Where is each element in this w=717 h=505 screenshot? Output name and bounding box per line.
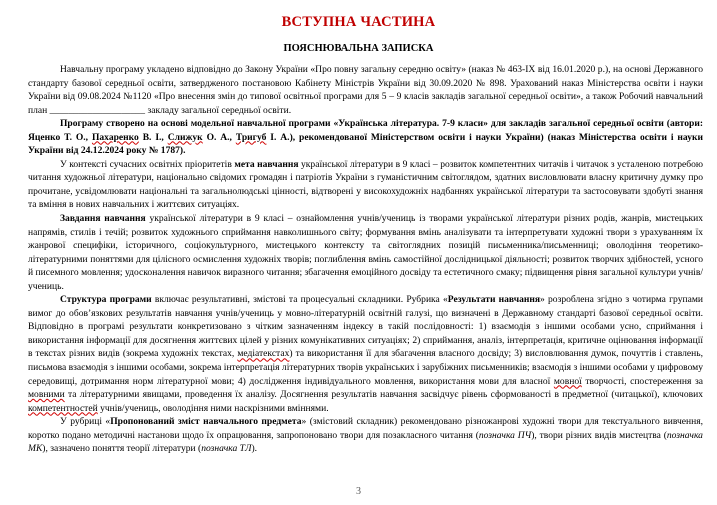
document-body xyxy=(28,63,703,456)
spellcheck-word: компетентностей xyxy=(28,402,98,414)
paragraph-legal-basis: Навчальну програму укладено відповідно до Закону України «Про повну загальну середню освіту» (наказ № 463-IX від 16.01.2020 р.), на основі Державного стандарту базової середньої освіти, затвердженого постановою Кабінету Міністрів України від 30.09.2020 № 898. Урахований наказ Міністерства освіти і науки України від 09.08.2024 №1120 «Про внесення змін до типової освітньої програми для 5 – 9 класів закладів загальної середньої освіти», а також Робочий навчальний план ____________________ закладу загальної середньої освіти. xyxy=(28,64,703,116)
spellcheck-word: Слижук xyxy=(167,131,203,143)
spellcheck-word: мовними xyxy=(28,389,65,401)
spellcheck-word: медіатекстах xyxy=(237,348,290,360)
section-title: ПОЯСНЮВАЛЬНА ЗАПИСКА xyxy=(283,43,434,54)
spellcheck-word: Тригуб xyxy=(235,131,267,143)
spellcheck-word: мовної xyxy=(553,375,582,387)
page-title: ВСТУПНА ЧАСТИНА xyxy=(281,14,436,30)
paragraph-structure: Структура програми включає результативні, змістові та процесуальні складники. Рубрика «Результати навчання» розроблена згідно з чотирма групами вимог до обов’язкових результатів навчання учнів/учениць у мовно-літературній освітній галузі, що визначені в Державному стандарті базової середньої освіти. Відповідно в програмі результати конкретизовано з чітким зазначенням індексу в такій послідовності: 1) взаємодія з іншими особами усно, сприймання і використання інформації для досягнення життєвих цілей у різних комунікативних ситуаціях; 2) сприймання, аналіз, інтерпретація, критичне оцінювання інформації в текстах різних видів (зокрема художніх текстах, медіатекстах) та використання її для збагачення власного досвіду; 3) висловлювання думок, почуттів і ставлень, письмова взаємодія з іншими особами, зокрема інтерпретація літературних творів українських і зарубіжних письменників; взаємодія з іншими особами у цифровому середовищі, дотримання норм літературної мови; 4) дослідження індивідуального мовлення, використання мови для власної мовної творчості, спостереження за мовними та літературними явищами, проведення їх аналізу. Досягнення результатів навчання засвідчує рівень сформованості в предметної (читацької), ключових компетентностей учнів/учениць, оволодіння ними наскрізними вміннями. xyxy=(28,294,704,414)
paragraph-content: У рубриці «Пропонований зміст навчального предмета» (змістовий складник) рекомендовано різножанрові художні твори для текстуального вивчення, коротко подано методичні настанови щодо їх опрацювання, запропоновано твори для позакласного читання (позначка ПЧ), твори різних видів мистецтва (позначка МК), зазначено поняття теорії літератури (позначка ТЛ). xyxy=(28,416,704,455)
paragraph-tasks: Завдання навчання української літератури в 9 класі – ознайомлення учнів/учениць із творами української літератури різних родів, жанрів, мистецьких напрямів, стилів і течій; розвиток художнього сприймання навколишнього світу; формування вмінь аналізувати та інтерпретувати художні твори з урахуванням їх жанрової специфіки, історичного, соціокультурного, мистецького контексту та світоглядних позицій письменника/письменниці; оволодіння теоретико-літературними поняттями для цілісного осмислення художніх творів; поглиблення вмінь самостійної дослідницької діяльності; розвиток творчих здібностей, усного й писемного мовлення; удосконалення навичок виразного читання; збагачення емоційного досвіду та естетичного смаку; підвищення рівня загальної культури учнів/учениць. xyxy=(28,213,703,292)
paragraph-goal: У контексті сучасних освітніх пріоритетів мета навчання української літератури в 9 класі – розвиток компетентних читачів і читачок з усталеною потребою читання художньої літератури, національно свідомих громадян і патріотів України з гуманістичним світоглядом, здатних висловлювати власну критичну думку про прочитане, усвідомлювати національні та загальнолюдські цінності, відтворені у високохудожніх надбаннях української літератури та застосовувати здобуті знання та вміння в нових навчальних і життєвих ситуаціях. xyxy=(28,158,703,211)
page-number: 3 xyxy=(356,486,361,497)
spellcheck-word: Пахаренко xyxy=(91,131,139,143)
paragraph-model-program: Програму створено на основі модельної навчальної програми «Українська література. 7-9 класи» для закладів загальної середньої освіти (автори: Яценко Т. О., Пахаренко В. І., Слижук О. А., Тригуб І. А.), рекомендованої Міністерством освіти і науки України) (наказ Міністерства освіти і науки України від 24.12.2024 року № 1787). xyxy=(28,118,703,157)
